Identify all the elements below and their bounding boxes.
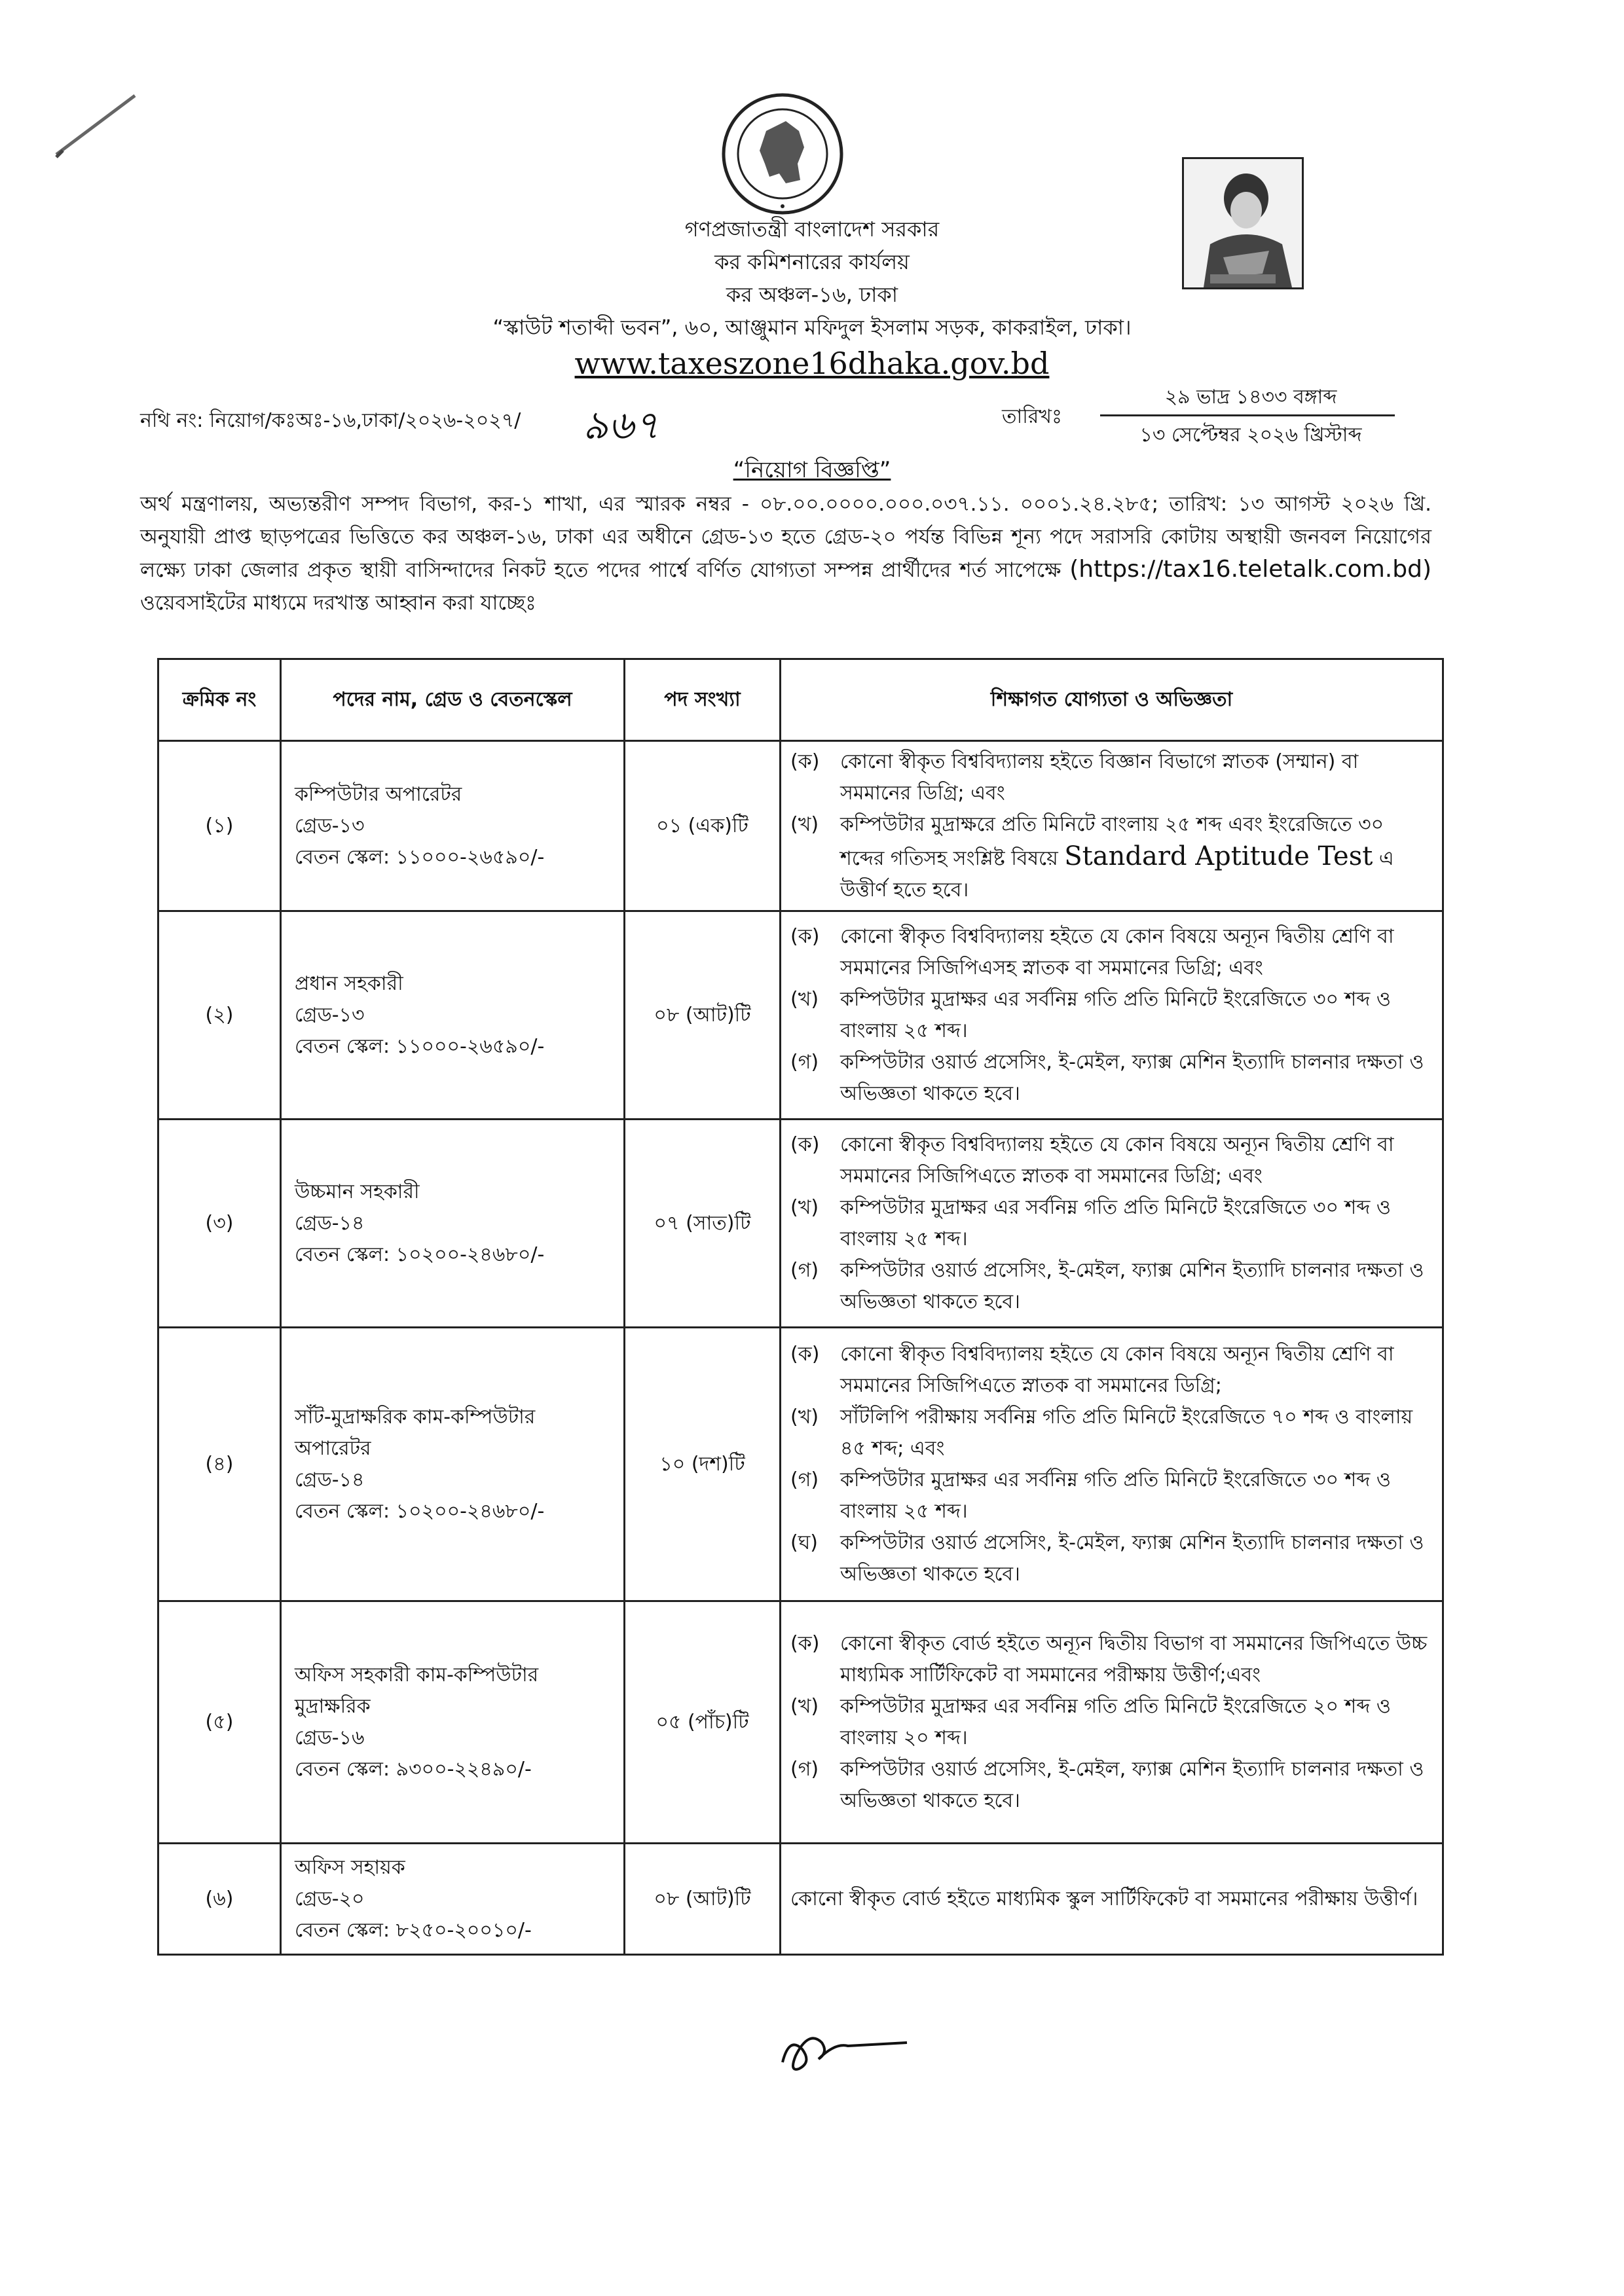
qualification-text-main: কোনো স্বীকৃত বোর্ড হইতে অন্যূন দ্বিতীয় বিভাগ বা সমমানের জিপিএতে উচ্চ মাধ্যমিক সার্টিফিকেট বা সমমানের পরীক্ষায় উত্তীর্ণ;এবং (840, 1631, 1428, 1686)
table-row (158, 911, 1443, 1120)
table-row (158, 1601, 1443, 1844)
post-cell (281, 911, 625, 1120)
qualification-marker: (গ) (790, 1468, 819, 1491)
staple-mark (51, 89, 143, 161)
serial-cell: (৩) (158, 1120, 281, 1328)
posts-table-body (158, 741, 1443, 1955)
website-link[interactable]: www.taxeszone16dhaka.gov.bd (574, 346, 1050, 381)
qualification-marker: (ক) (790, 750, 820, 773)
post-name: কম্পিউটার অপারেটর (295, 782, 462, 806)
qualification-marker: (গ) (790, 1757, 819, 1781)
qualification-item (790, 1047, 1433, 1110)
posts-table (157, 658, 1444, 1956)
qualification-text (840, 746, 1433, 809)
post-count-cell: ০৭ (সাত)টি (625, 1120, 781, 1328)
notice-body-main: অর্থ মন্ত্রণালয়, অভ্যন্তরীণ সম্পদ বিভাগ, কর-১ শাখা, এর স্মারক নম্বর - ০৮.০০.০০০০.০০০.০৩৭.১১. ০০০১.২৪.২৮৫; তারিখ: ১৩ আগস্ট ২০২৬ খ্রি. অনুযায়ী প্রাপ্ত ছাড়পত্রের ভিত্তিতে কর অঞ্চল-১৬, ঢাকা এর অধীনে গ্রেড-১৩ হতে গ্রেড-২০ পর্যন্ত বিভিন্ন শূন্য পদে সরাসরি কোটায় অস্থায়ী জনবল নিয়োগের লক্ষ্যে ঢাকা জেলার প্রকৃত স্থায়ী বাসিন্দাদের নিকট হতে পদের পার্শ্বে বর্ণিত যোগ্যতা সম্পন্ন প্রার্থীদের শর্ত সাপেক্ষে (140, 492, 1431, 582)
table-header-row (158, 659, 1443, 741)
qualification-text (840, 1129, 1433, 1192)
post-cell (281, 1601, 625, 1844)
qualification-item (790, 1465, 1433, 1527)
qualification-text-english: Standard Aptitude Test (1064, 841, 1373, 871)
qualification-text (840, 1465, 1433, 1527)
notice-body-tail: ওয়েবসাইটের মাধ্যমে দরখাস্ত আহ্বান করা যাচ্ছেঃ (140, 591, 536, 615)
post-grade: গ্রেড-১৩ (295, 814, 365, 837)
qualification-item (790, 1628, 1433, 1691)
table-row (158, 1328, 1443, 1601)
memo-number-label: নথি নং: নিয়োগ/কঃঅঃ-১৬,ঢাকা/২০২৬-২০২৭/ (140, 409, 521, 432)
qualification-item (790, 1754, 1433, 1817)
office-address: “স্কাউট শতাব্দী ভবন”, ৬০, আঞ্জুমান মফিদুল ইসলাম সড়ক, কাকরাইল, ঢাকা। (492, 315, 1132, 340)
serial-cell: (২) (158, 911, 281, 1120)
qualification-text-main: কোনো স্বীকৃত বিশ্ববিদ্যালয় হইতে যে কোন বিষয়ে অন্যূন দ্বিতীয় শ্রেণি বা সমমানের সিজিপিএসহ স্নাতক বা সমমানের ডিগ্রি; এবং (840, 924, 1394, 979)
post-cell (281, 1844, 625, 1955)
qualification-text (840, 1192, 1433, 1255)
qualification-text-tail: এ উত্তীর্ণ হতে হবে। (840, 847, 1394, 902)
header-serial: ক্রমিক নং (158, 659, 281, 741)
date-bangla: ২৯ ভাদ্র ১৪৩৩ বঙ্গাব্দ (1164, 386, 1337, 409)
qualification-text-main: কোনো স্বীকৃত বিশ্ববিদ্যালয় হইতে যে কোন বিষয়ে অন্যূন দ্বিতীয় শ্রেণি বা সমমানের সিজিপিএতে স্নাতক বা সমমানের ডিগ্রি; (840, 1342, 1394, 1397)
table-row (158, 1844, 1443, 1955)
post-name: অফিস সহায়ক (295, 1855, 405, 1879)
qualification-text (840, 921, 1433, 984)
qualification-item (790, 921, 1433, 984)
qualification-text-main: কম্পিউটার মুদ্রাক্ষর এর সর্বনিম্ন গতি প্রতি মিনিটে ইংরেজিতে ৩০ শব্দ ও বাংলায় ২৫ শব্দ। (840, 987, 1391, 1042)
post-count-cell: ০৫ (পাঁচ)টি (625, 1601, 781, 1844)
qualification-item (790, 1527, 1433, 1590)
post-cell (281, 1328, 625, 1601)
post-pay-scale: বেতন স্কেল: ১০২০০-২৪৬৮০/- (295, 1243, 545, 1266)
qualification-marker: (ক) (790, 1133, 820, 1156)
qualification-text (790, 1884, 1433, 1915)
notice-body (140, 488, 1431, 619)
qualification-marker: (খ) (790, 1405, 819, 1429)
office-name: কর কমিশনারের কার্যলয় (714, 249, 910, 274)
qualification-item (790, 1691, 1433, 1754)
application-url[interactable]: (https://tax16.teletalk.com.bd) (1069, 556, 1431, 583)
post-count-cell: ০৮ (আট)টি (625, 911, 781, 1120)
table-row (158, 1120, 1443, 1328)
qualification-text (840, 1527, 1433, 1590)
qualification-text (840, 1047, 1433, 1110)
post-name: অপারেটর (295, 1436, 371, 1460)
govt-name: গণপ্রজাতন্ত্রী বাংলাদেশ সরকার (684, 217, 940, 242)
qualification-item (790, 809, 1433, 906)
serial-cell: (৫) (158, 1601, 281, 1844)
qualification-cell (781, 1601, 1443, 1844)
post-grade: গ্রেড-১৬ (295, 1726, 365, 1749)
header-post: পদের নাম, গ্রেড ও বেতনস্কেল (281, 659, 625, 741)
qualification-marker: (খ) (790, 1195, 819, 1219)
qualification-marker: (গ) (790, 1258, 819, 1282)
table-row (158, 741, 1443, 911)
post-name: উচ্চমান সহকারী (295, 1180, 420, 1203)
qualification-marker: (গ) (790, 1050, 819, 1074)
post-name: প্রধান সহকারী (295, 972, 403, 995)
qualification-item (790, 984, 1433, 1047)
qualification-text (840, 1255, 1433, 1318)
post-count-cell: ১০ (দশ)টি (625, 1328, 781, 1601)
government-seal (720, 92, 845, 216)
post-name: মুদ্রাক্ষরিক (295, 1694, 371, 1718)
qualification-cell (781, 741, 1443, 911)
date-label: তারিখঃ (1002, 405, 1062, 428)
serial-cell: (১) (158, 741, 281, 911)
qualification-text (840, 809, 1433, 906)
post-count-cell: ০৮ (আট)টি (625, 1844, 781, 1955)
qualification-text (840, 984, 1433, 1047)
qualification-item (790, 1129, 1433, 1192)
qualification-marker: (ক) (790, 1631, 820, 1655)
post-pay-scale: বেতন স্কেল: ৮২৫০-২০০১০/- (295, 1918, 532, 1942)
serial-cell: (৪) (158, 1328, 281, 1601)
header-qualification: শিক্ষাগত যোগ্যতা ও অভিজ্ঞতা (781, 659, 1443, 741)
post-name: অফিস সহকারী কাম-কম্পিউটার (295, 1663, 539, 1686)
qualification-item (790, 1339, 1433, 1402)
post-count-cell: ০১ (এক)টি (625, 741, 781, 911)
post-grade: গ্রেড-১৪ (295, 1211, 365, 1235)
qualification-marker: (ক) (790, 924, 820, 948)
qualification-text-main: কম্পিউটার মুদ্রাক্ষর এর সর্বনিম্ন গতি প্রতি মিনিটে ইংরেজিতে ২০ শব্দ ও বাংলায় ২০ শব্দ। (840, 1694, 1391, 1749)
date-english: ১৩ সেপ্টেম্বর ২০২৬ খ্রিস্টাব্দ (1139, 424, 1362, 446)
qualification-text-main: কম্পিউটার মুদ্রাক্ষর এর সর্বনিম্ন গতি প্রতি মিনিটে ইংরেজিতে ৩০ শব্দ ও বাংলায় ২৫ শব্দ। (840, 1468, 1391, 1523)
zone-name: কর অঞ্চল-১৬, ঢাকা (726, 282, 898, 307)
qualification-item (790, 1884, 1433, 1915)
qualification-text-main: কম্পিউটার মুদ্রাক্ষর এর সর্বনিম্ন গতি প্রতি মিনিটে ইংরেজিতে ৩০ শব্দ ও বাংলায় ২৫ শব্দ। (840, 1195, 1391, 1250)
qualification-marker: (খ) (790, 812, 819, 836)
qualification-text-main: কম্পিউটার মুদ্রাক্ষরে প্রতি মিনিটে বাংলায় ২৫ শব্দ এবং ইংরেজিতে ৩০ শব্দের গতিসহ সংশ্লিষ্ট বিষয়ে (840, 812, 1384, 870)
qualification-text-main: কম্পিউটার ওয়ার্ড প্রসেসিং, ই-মেইল, ফ্যাক্স মেশিন ইত্যাদি চালনার দক্ষতা ও অভিজ্ঞতা থাকতে হবে। (840, 1531, 1424, 1586)
qualification-text (840, 1754, 1433, 1817)
qualification-marker: (ক) (790, 1342, 820, 1366)
date-divider (1100, 414, 1395, 416)
qualification-text (840, 1402, 1433, 1465)
qualification-cell (781, 1120, 1443, 1328)
qualification-item (790, 1402, 1433, 1465)
handwritten-signature (776, 2016, 913, 2082)
qualification-text (840, 1339, 1433, 1402)
post-grade: গ্রেড-১৪ (295, 1468, 365, 1491)
post-pay-scale: বেতন স্কেল: ১১০০০-২৬৫৯০/- (295, 845, 545, 869)
post-pay-scale: বেতন স্কেল: ৯৩০০-২২৪৯০/- (295, 1757, 532, 1781)
post-grade: গ্রেড-১৩ (295, 1003, 365, 1027)
notice-title: “নিয়োগ বিজ্ঞপ্তি” (733, 457, 891, 483)
handwritten-memo-number: ৯৬৭ (583, 403, 659, 448)
post-cell (281, 1120, 625, 1328)
qualification-marker: (ঘ) (790, 1531, 818, 1554)
post-grade: গ্রেড-২০ (295, 1887, 365, 1910)
post-cell (281, 741, 625, 911)
qualification-cell (781, 1328, 1443, 1601)
qualification-text (840, 1628, 1433, 1691)
qualification-item (790, 746, 1433, 809)
serial-cell: (৬) (158, 1844, 281, 1955)
qualification-item (790, 1192, 1433, 1255)
qualification-text-main: কোনো স্বীকৃত বোর্ড হইতে মাধ্যমিক স্কুল সার্টিফিকেট বা সমমানের পরীক্ষায় উত্তীর্ণ। (790, 1887, 1418, 1910)
qualification-cell (781, 911, 1443, 1120)
header-count: পদ সংখ্যা (625, 659, 781, 741)
qualification-text-main: সাঁটলিপি পরীক্ষায় সর্বনিম্ন গতি প্রতি মিনিটে ইংরেজিতে ৭০ শব্দ ও বাংলায় ৪৫ শব্দ; এবং (840, 1405, 1413, 1460)
qualification-text (840, 1691, 1433, 1754)
qualification-cell (781, 1844, 1443, 1955)
qualification-item (790, 1255, 1433, 1318)
qualification-text-main: কম্পিউটার ওয়ার্ড প্রসেসিং, ই-মেইল, ফ্যাক্স মেশিন ইত্যাদি চালনার দক্ষতা ও অভিজ্ঞতা থাকতে হবে। (840, 1757, 1424, 1812)
qualification-text-main: কম্পিউটার ওয়ার্ড প্রসেসিং, ই-মেইল, ফ্যাক্স মেশিন ইত্যাদি চালনার দক্ষতা ও অভিজ্ঞতা থাকতে হবে। (840, 1050, 1424, 1105)
qualification-marker: (খ) (790, 987, 819, 1011)
post-pay-scale: বেতন স্কেল: ১১০০০-২৬৫৯০/- (295, 1034, 545, 1058)
post-name: সাঁট-মুদ্রাক্ষরিক কাম-কম্পিউটার (295, 1405, 536, 1429)
qualification-text-main: কম্পিউটার ওয়ার্ড প্রসেসিং, ই-মেইল, ফ্যাক্স মেশিন ইত্যাদি চালনার দক্ষতা ও অভিজ্ঞতা থাকতে হবে। (840, 1258, 1424, 1313)
post-pay-scale: বেতন স্কেল: ১০২০০-২৪৬৮০/- (295, 1499, 545, 1523)
qualification-marker: (খ) (790, 1694, 819, 1718)
qualification-text-main: কোনো স্বীকৃত বিশ্ববিদ্যালয় হইতে বিজ্ঞান বিভাগে স্নাতক (সম্মান) বা সমমানের ডিগ্রি; এবং (840, 750, 1359, 805)
qualification-text-main: কোনো স্বীকৃত বিশ্ববিদ্যালয় হইতে যে কোন বিষয়ে অন্যূন দ্বিতীয় শ্রেণি বা সমমানের সিজিপিএতে স্নাতক বা সমমানের ডিগ্রি; এবং (840, 1133, 1394, 1188)
